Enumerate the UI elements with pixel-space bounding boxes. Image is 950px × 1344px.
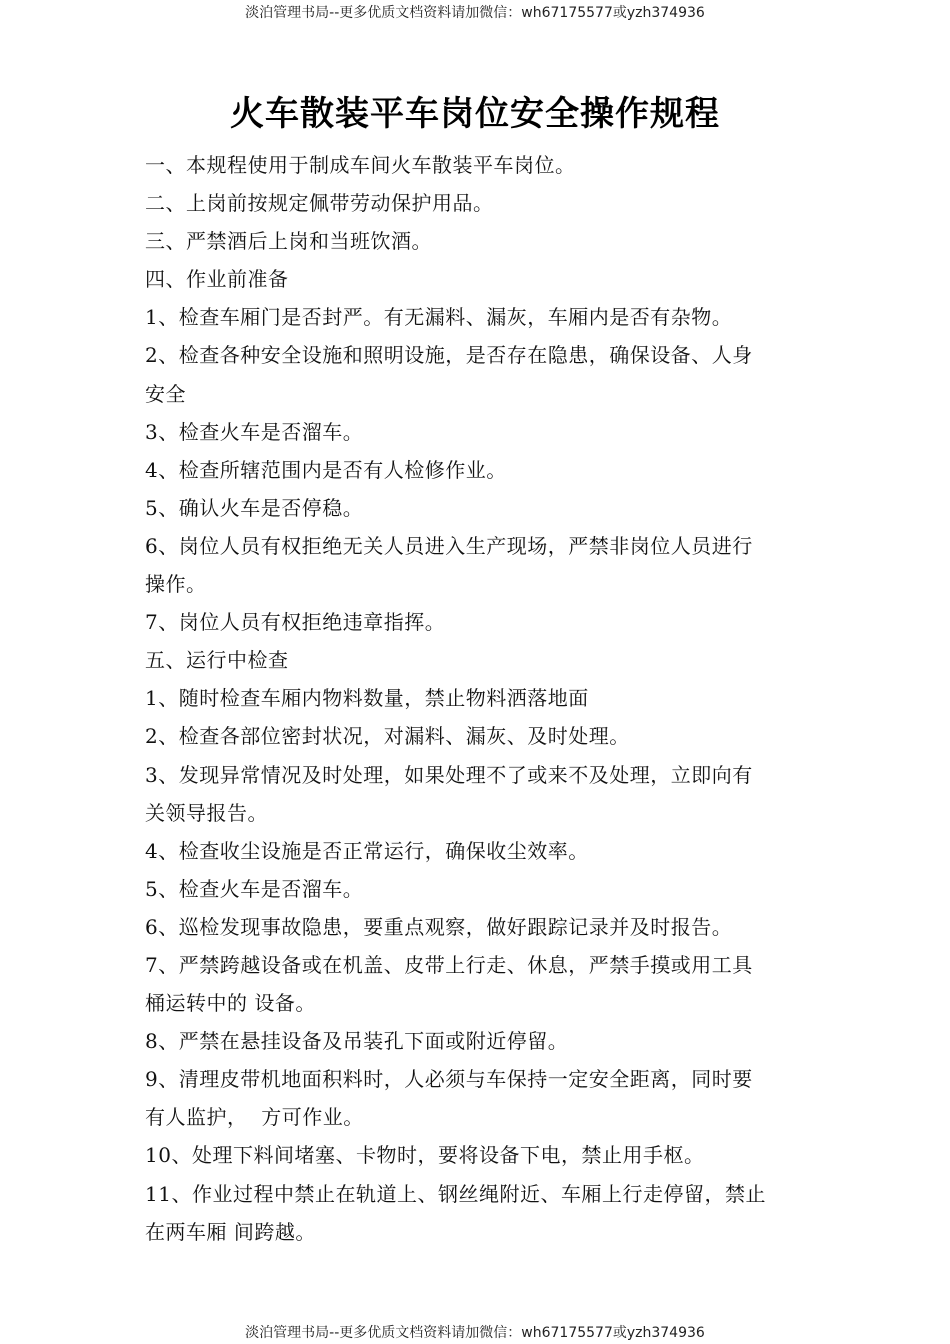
body-line: 桶运转中的 设备。 (145, 991, 316, 1016)
body-line: 2、检查各部位密封状况，对漏料、漏灰、及时处理。 (145, 724, 630, 749)
section-heading: 五、运行中检查 (145, 648, 289, 673)
body-line: 9、清理皮带机地面积料时，人必须与车保持一定安全距离，同时要 (145, 1067, 753, 1092)
body-line: 一、本规程使用于制成车间火车散装平车岗位。 (145, 153, 576, 177)
body-line: 操作。 (145, 572, 207, 597)
body-line: 2、检查各种安全设施和照明设施，是否存在隐患，确保设备、人身 (145, 343, 753, 368)
page-header-note: 淡泊管理书局--更多优质文档资料请加微信：wh67175577或yzh374936 (245, 5, 705, 21)
body-line: 5、确认火车是否停稳。 (145, 495, 364, 520)
body-line: 1、随时检查车厢内物料数量，禁止物料洒落地面 (145, 686, 589, 711)
body-line: 有人监护， 方可作业。 (145, 1105, 364, 1130)
body-line: 6、岗位人员有权拒绝无关人员进入生产现场，严禁非岗位人员进行 (145, 533, 753, 558)
body-line: 8、严禁在悬挂设备及吊装孔下面或附近停留。 (145, 1029, 569, 1054)
section-heading: 四、作业前准备 (145, 267, 289, 292)
body-line: 6、巡检发现事故隐患，要重点观察，做好跟踪记录并及时报告。 (145, 914, 733, 939)
body-line: 11、作业过程中禁止在轨道上、钢丝绳附近、车厢上行走停留，禁止 (145, 1181, 766, 1206)
document-body (145, 146, 825, 1251)
body-line: 安全 (145, 381, 186, 406)
body-line: 4、检查所辖范围内是否有人检修作业。 (145, 457, 507, 482)
body-line: 在两车厢 间跨越。 (145, 1219, 316, 1244)
body-line: 3、发现异常情况及时处理，如果处理不了或来不及处理，立即向有 (145, 762, 753, 787)
body-line: 10、处理下料间堵塞、卡物时，要将设备下电，禁止用手枢。 (145, 1143, 705, 1168)
page-footer-note: 淡泊管理书局--更多优质文档资料请加微信：wh67175577或yzh374936 (245, 1325, 705, 1341)
body-line: 5、检查火车是否溜车。 (145, 876, 364, 901)
body-line: 7、严禁跨越设备或在机盖、皮带上行走、休息，严禁手摸或用工具 (145, 952, 753, 977)
body-line: 4、检查收尘设施是否正常运行，确保收尘效率。 (145, 838, 589, 863)
document-title: 火车散装平车岗位安全操作规程 (230, 94, 720, 134)
body-line: 3、检查火车是否溜车。 (145, 419, 364, 444)
body-line: 7、岗位人员有权拒绝违章指挥。 (145, 610, 446, 635)
body-line: 1、检查车厢门是否封严。有无漏料、漏灰，车厢内是否有杂物。 (145, 305, 733, 330)
body-line: 三、严禁酒后上岗和当班饮酒。 (145, 229, 432, 254)
body-line: 关领导报告。 (145, 800, 268, 825)
body-line: 二、上岗前按规定佩带劳动保护用品。 (145, 191, 494, 216)
